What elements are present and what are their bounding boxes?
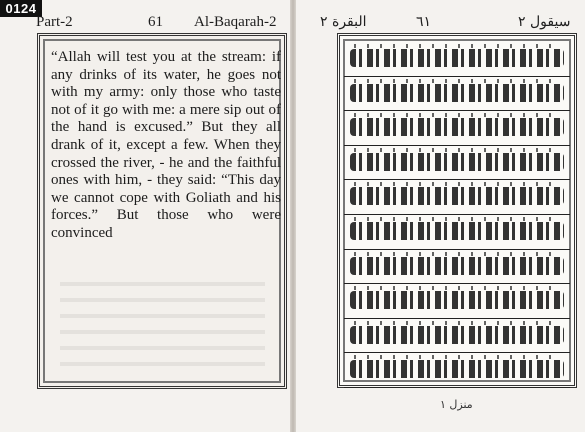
diacritic-marks <box>354 44 560 48</box>
arabic-page-number: ٦١ <box>416 14 432 30</box>
page-number: 61 <box>148 14 163 30</box>
arabic-script-line <box>344 284 570 319</box>
diacritic-marks <box>354 355 560 359</box>
arabic-script-line <box>344 215 570 250</box>
image-id-badge: 0124 <box>0 0 42 17</box>
arabic-script-line <box>344 146 570 181</box>
part-label: Part-2 <box>36 14 73 30</box>
arabic-part-header: سيقول ٢ <box>518 14 571 30</box>
diacritic-marks <box>354 321 560 325</box>
diacritic-marks <box>354 252 560 256</box>
arabic-script-line <box>344 111 570 146</box>
arabic-calligraphy-glyphs <box>350 360 564 378</box>
diacritic-marks <box>354 286 560 290</box>
arabic-calligraphy-glyphs <box>350 326 564 344</box>
surah-label: Al-Baqarah-2 <box>194 14 277 30</box>
diacritic-marks <box>354 79 560 83</box>
arabic-script-line <box>344 77 570 112</box>
book-spine <box>290 0 296 432</box>
arabic-calligraphy-glyphs <box>350 257 564 275</box>
arabic-calligraphy-glyphs <box>350 49 564 67</box>
diacritic-marks <box>354 113 560 117</box>
arabic-calligraphy-glyphs <box>350 153 564 171</box>
arabic-script-line <box>344 319 570 354</box>
arabic-calligraphy-glyphs <box>350 291 564 309</box>
translation-text: “Allah will test you at the stream: if any drinks of its water, he goes not with my army: only those who taste not of it go with me: a mere sip out of the hand is excused.” But they all drank of it, except a few. When they crossed the river, - he and the faithful ones with him, - they said: “This day we cannot cope with Goliath and his forces.” But those who were convinced <box>51 49 281 241</box>
arabic-script-line <box>344 353 570 388</box>
arabic-calligraphy-glyphs <box>350 118 564 136</box>
diacritic-marks <box>354 182 560 186</box>
arabic-script-line <box>344 250 570 285</box>
arabic-surah-header: البقرة ٢ <box>320 14 367 30</box>
arabic-calligraphy-glyphs <box>350 187 564 205</box>
arabic-script-line <box>344 180 570 215</box>
arabic-text-block <box>344 42 570 388</box>
show-through-text <box>60 282 265 378</box>
diacritic-marks <box>354 217 560 221</box>
arabic-script-line <box>344 42 570 77</box>
arabic-calligraphy-glyphs <box>350 222 564 240</box>
arabic-calligraphy-glyphs <box>350 84 564 102</box>
diacritic-marks <box>354 148 560 152</box>
manzil-footer: منزل ١ <box>440 398 473 411</box>
